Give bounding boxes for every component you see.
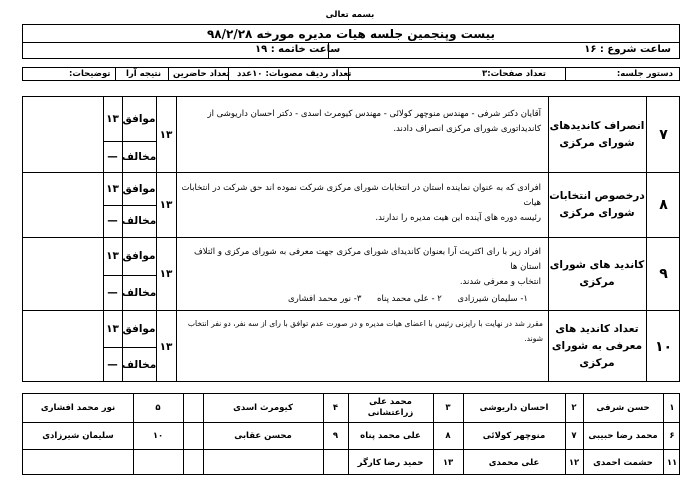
pages-count: تعداد صفحات:۳ [482, 69, 546, 79]
candidate-2: ۲ - علی محمد پناه [377, 294, 442, 304]
item-topic: تعداد کاندید های معرفی به شورای مرکزی [551, 323, 643, 369]
end-time: ساعت خاتمه : ۱۹ [255, 44, 341, 55]
attendee-number: ۱۰ [152, 430, 164, 441]
present-count: ۱۳ [159, 267, 173, 280]
agree-count: ۱۳ [106, 250, 119, 262]
item-number: ۱۰ [654, 338, 673, 355]
desc-line: مقرر شد در نهایت با رایزنی رئیس با اعضای هیات مدیره و در صورت عدم توافق با رای از سه نفر، دو نفر انتخاب شوند. [187, 319, 543, 343]
attendee-name: احسان داریوشی [479, 403, 549, 413]
item-description [181, 181, 541, 226]
item-number: ۷ [659, 126, 668, 143]
candidate-3: ۳- نور محمد افشاری [288, 294, 362, 304]
attendee-name: محمد رضا حبیبی [588, 430, 658, 441]
start-time: ساعت شروع : ۱۶ [584, 44, 671, 55]
agree-label: موافق [122, 182, 156, 195]
attendee-name: حشمت احمدی [593, 457, 653, 468]
attendee-number: ۳ [445, 403, 451, 413]
notes-label: توضیحات: [69, 69, 111, 79]
item-number: ۸ [659, 196, 668, 213]
resolutions-count: تعداد ردیف مصوبات: ۱۰عدد [237, 69, 352, 79]
oppose-label: مخالف [121, 150, 157, 163]
attendees-table [22, 393, 680, 475]
oppose-count: — [107, 359, 118, 371]
attendee-number: ۱۲ [568, 457, 580, 468]
present-count: ۱۳ [159, 198, 173, 211]
attendee-number: ۸ [445, 430, 451, 441]
agenda-label: دستور جلسه: [616, 69, 673, 79]
oppose-count: — [107, 215, 118, 227]
agree-label: موافق [122, 113, 156, 125]
attendee-number: ۶ [669, 430, 675, 441]
attendee-number: ۱۳ [442, 457, 454, 468]
item-number: ۹ [659, 265, 668, 282]
session-title: بیست وپنجمین جلسه هیات مدیره مورخه ۹۸/۲/۲۸ [206, 26, 496, 41]
item-description [181, 107, 541, 137]
attendee-name: سلیمان شیرزادی [42, 430, 114, 441]
desc-line: افراد زیر با رای اکثریت آرا بعنوان کاندیدای شورای مرکزی جهت معرفی به شورای مرکزی و ائتلاف استان ها [193, 247, 541, 272]
item-description [181, 316, 543, 346]
desc-line: افرادی که به عنوان نماینده استان در انتخابات شورای مرکزی شرکت نموده اند حق شرکت در انتخابات هیات [181, 183, 541, 208]
attendee-number: ۵ [155, 403, 161, 413]
agree-count: ۱۳ [106, 182, 119, 195]
oppose-label: مخالف [121, 215, 157, 227]
attendee-name: علی محمد پناه [360, 430, 421, 441]
agree-label: موافق [122, 322, 156, 335]
attendee-number: ۷ [571, 430, 577, 441]
item-topic: کاندید های شورای مرکزی [549, 258, 645, 288]
attendee-name: منوچهر کولائی [482, 430, 546, 441]
attendee-name: نور محمد افشاری [40, 403, 116, 413]
attendee-name: محمد علی زراعتشانی [367, 397, 414, 418]
attendee-name: حسن شرفی [596, 403, 650, 413]
present-count: ۱۳ [159, 128, 173, 141]
attendee-name: محسن عقابی [234, 430, 292, 441]
desc-line: آقایان دکتر شرفی - مهندس منوچهر کولائی - مهندس کیومرث اسدی - دکتر احسان داریوشی از [207, 109, 541, 119]
resolutions-table [22, 96, 680, 382]
desc-line: رئیسه دوره های آینده این هیت مدیره را ندارند. [375, 213, 541, 223]
attendee-name: کیومرث اسدی [233, 403, 293, 413]
oppose-label: مخالف [121, 286, 157, 299]
attendee-number: ۱ [669, 403, 675, 413]
desc-line: کاندیداتوری شورای مرکزی انصراف دادند. [393, 124, 541, 134]
oppose-count: — [107, 150, 118, 163]
agree-label: موافق [122, 250, 156, 262]
attendees-count-label: تعداد حاضرین [173, 69, 230, 79]
present-count: ۱۳ [159, 340, 173, 353]
info-row [22, 67, 680, 81]
item-topic: انصراف کاندیدهای شورای مرکزی [549, 119, 645, 149]
attendee-number: ۹ [332, 430, 339, 441]
agree-count: ۱۳ [106, 322, 119, 335]
attendee-name: حمید رضا کارگر [357, 457, 424, 468]
item-description [181, 245, 541, 290]
vote-result-label: نتیجه آرا [126, 69, 162, 79]
oppose-label: مخالف [121, 359, 157, 371]
agree-count: ۱۳ [106, 113, 119, 125]
desc-line: انتخاب و معرفی شدند. [459, 277, 541, 287]
candidate-list [288, 294, 528, 304]
basmala: بسمه تعالی [325, 10, 375, 20]
item-topic: درخصوص انتخابات شورای مرکزی [549, 189, 645, 219]
oppose-count: — [107, 286, 118, 299]
attendee-number: ۴ [332, 403, 339, 413]
title-box [22, 24, 680, 59]
candidate-1: ۱- سلیمان شیرزادی [457, 294, 528, 304]
attendee-number: ۱۱ [666, 457, 678, 468]
attendee-name: علی محمدی [488, 457, 540, 468]
attendee-number: ۲ [571, 403, 577, 413]
